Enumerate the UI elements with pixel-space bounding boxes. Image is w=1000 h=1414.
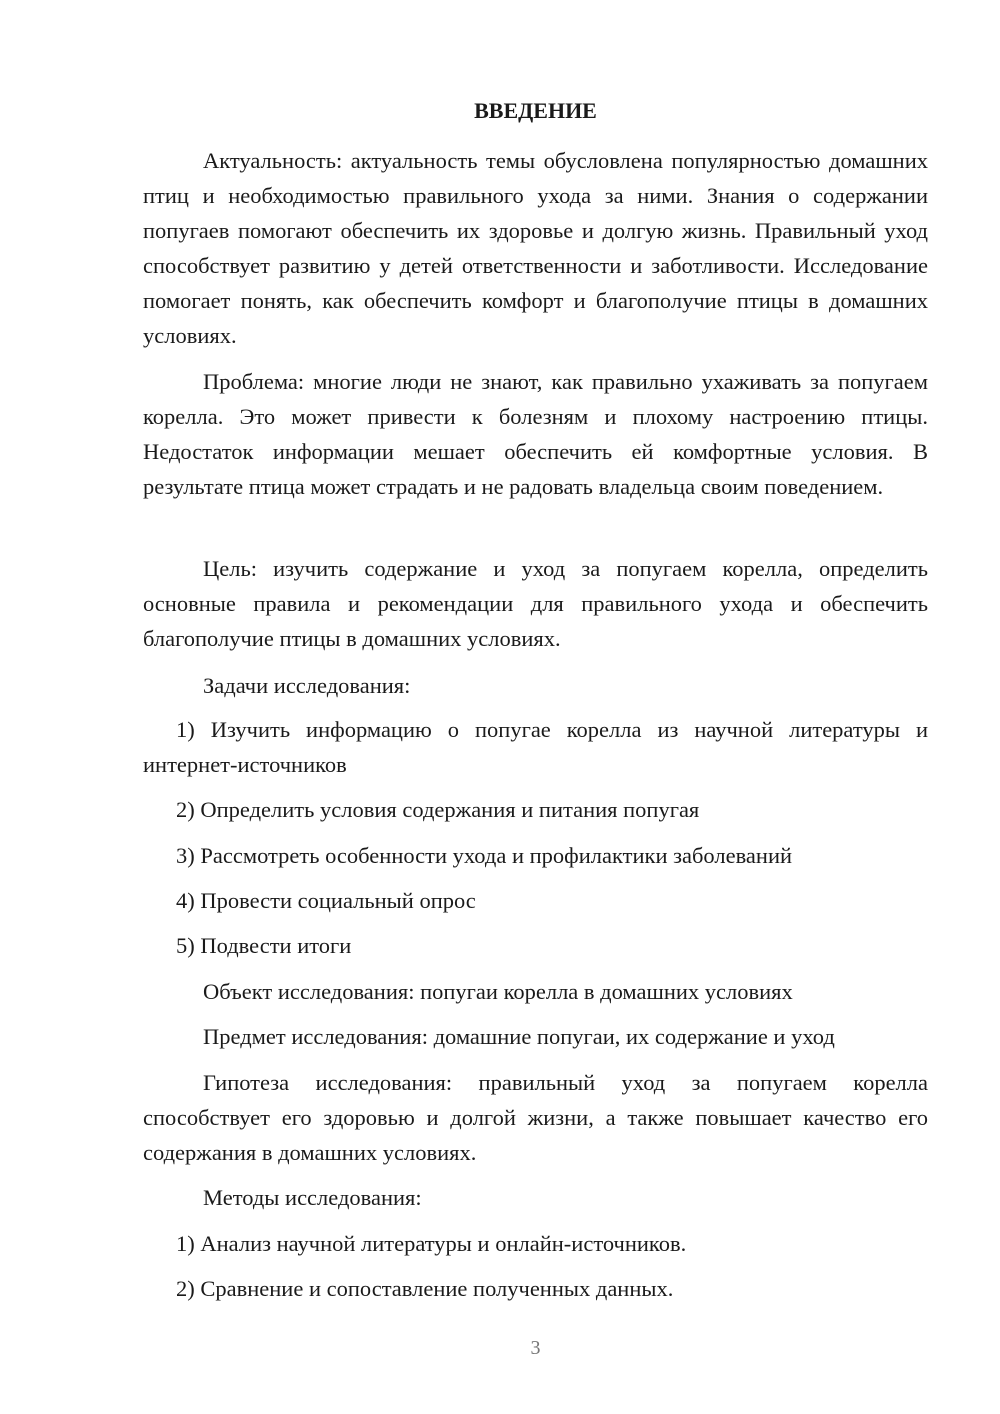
task-item: 2) Определить условия содержания и питания попугая xyxy=(176,797,700,822)
page-number: 3 xyxy=(530,1337,541,1359)
method-item: 2) Сравнение и сопоставление полученных данных. xyxy=(176,1276,674,1301)
task-item: 3) Рассмотреть особенности ухода и профилактики заболеваний xyxy=(176,843,793,868)
relevance-paragraph: Актуальность: актуальность темы обусловлена популярностью домашних птиц и необходимостью правильного ухода за ними. Знания о содержании попугаев помогают обеспечить их здоровье и долгую жизнь. Правильный уход способствует развитию у детей ответственности и заботливости. Исследование помогает понять, как обеспечить комфорт и благополучие птицы в домашних условиях. xyxy=(143,148,928,348)
method-item: 1) Анализ научной литературы и онлайн-источников. xyxy=(176,1231,687,1256)
task-item: 4) Провести социальный опрос xyxy=(176,888,476,913)
task-item: 1) Изучить информацию о попугае корелла из научной литературы и интернет-источников xyxy=(143,717,928,777)
goal-paragraph: Цель: изучить содержание и уход за попугаем корелла, определить основные правила и рекомендации для правильного ухода и обеспечить благополучие птицы в домашних условиях. xyxy=(143,556,928,651)
task-item: 5) Подвести итоги xyxy=(176,933,352,958)
methods-heading: Методы исследования: xyxy=(203,1185,422,1210)
tasks-heading: Задачи исследования: xyxy=(203,673,411,698)
hypothesis-paragraph: Гипотеза исследования: правильный уход за попугаем корелла способствует его здоровью и долгой жизни, а также повышает качество его содержания в домашних условиях. xyxy=(143,1070,928,1165)
object-paragraph: Объект исследования: попугаи корелла в домашних условиях xyxy=(203,979,793,1004)
document-page xyxy=(143,0,928,1414)
section-title: ВВЕДЕНИЕ xyxy=(474,98,597,123)
subject-paragraph: Предмет исследования: домашние попугаи, их содержание и уход xyxy=(203,1024,835,1049)
problem-paragraph: Проблема: многие люди не знают, как правильно ухаживать за попугаем корелла. Это может привести к болезням и плохому настроению птицы. Недостаток информации мешает обеспечить ей комфортные условия. В результате птица может страдать и не радовать владельца своим поведением. xyxy=(143,369,928,499)
